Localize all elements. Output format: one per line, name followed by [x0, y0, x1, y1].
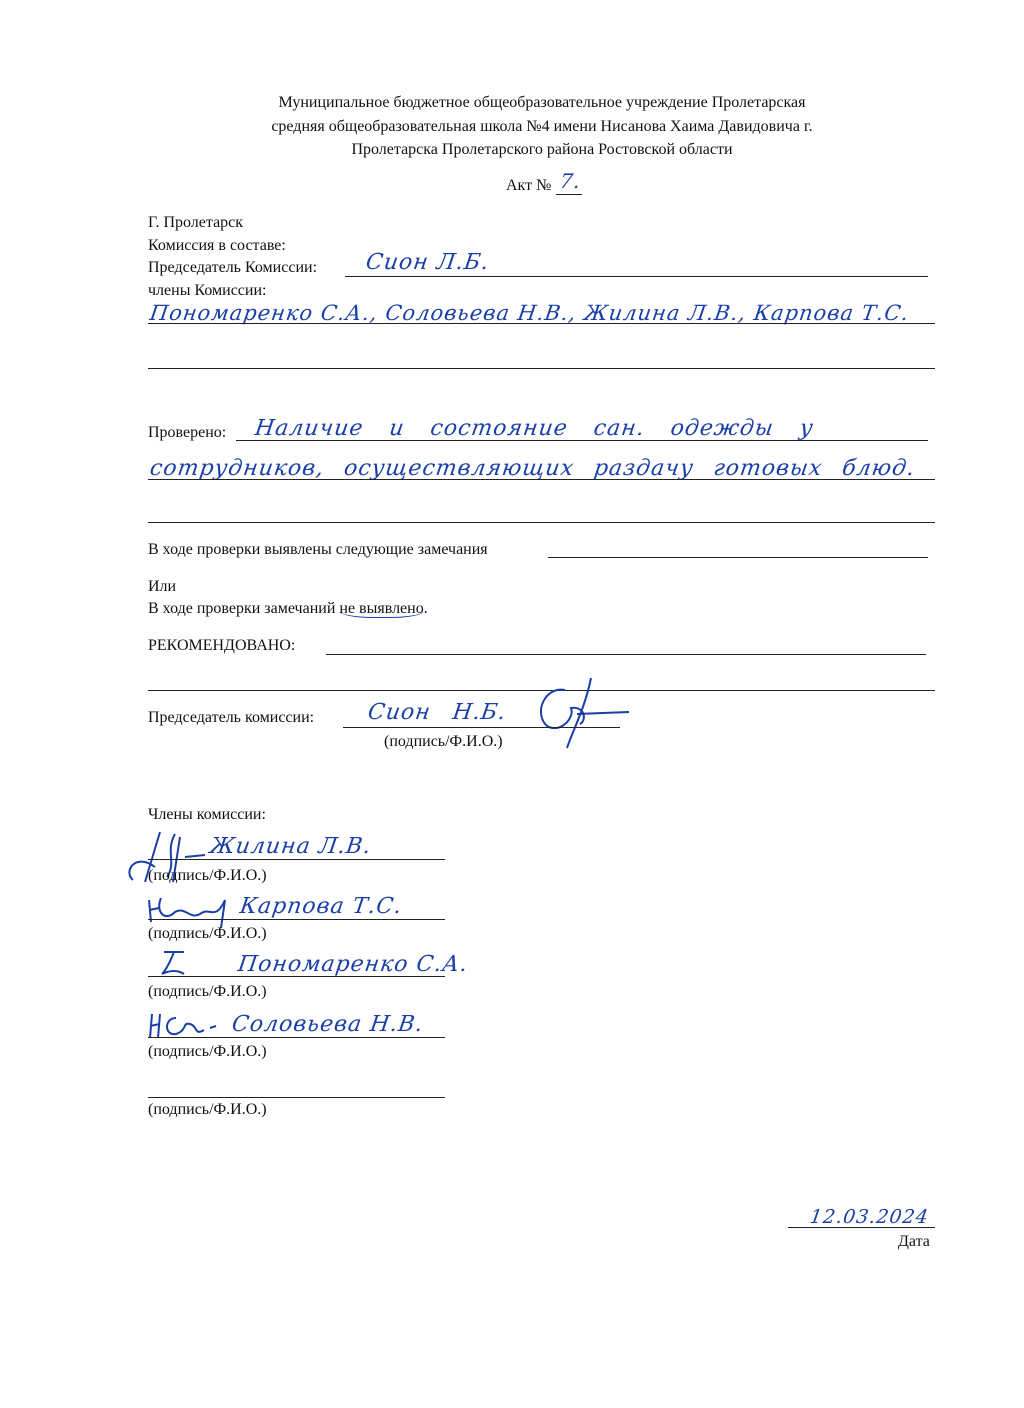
member-4-caption: (подпись/Ф.И.О.): [148, 1043, 267, 1060]
member-4-value: Соловьева Н.В.: [230, 1012, 426, 1037]
date-value: 12.03.2024: [808, 1206, 931, 1228]
checked-value-line-1: Наличие и состояние сан. одежды у: [253, 416, 816, 441]
act-number: 7.: [558, 169, 583, 193]
checked-line-1: [236, 440, 928, 441]
member-1-value: Жилина Л.В.: [208, 834, 374, 859]
member-5-line: [148, 1097, 445, 1098]
member-3-value: Пономаренко С.А.: [236, 952, 470, 977]
chairman-label: Председатель Комиссии:: [148, 259, 318, 276]
chair-signature-value: Сион Н.Б.: [366, 700, 508, 725]
no-remarks-suffix: .: [423, 600, 428, 617]
recommended-line: [326, 654, 926, 655]
header-line-3: Пролетарска Пролетарского района Ростовской области: [351, 141, 733, 158]
city: Г. Пролетарск: [148, 214, 244, 231]
member-3-line: [148, 976, 445, 977]
member-3-scribble: [160, 948, 190, 978]
chairman-value: Сион Л.Б.: [364, 250, 492, 275]
members-line: [148, 323, 935, 324]
header-line-1: Муниципальное бюджетное общеобразовательное учреждение Пролетарская: [278, 94, 806, 111]
member-1-caption: (подпись/Ф.И.О.): [148, 867, 267, 884]
member-2-caption: (подпись/Ф.И.О.): [148, 925, 267, 942]
member-3-caption: (подпись/Ф.И.О.): [148, 983, 267, 1000]
header-line-2: средняя общеобразовательная школа №4 имени Нисанова Хаима Давидовича г.: [271, 118, 813, 135]
checked-line-2: [148, 479, 935, 480]
date-label: Дата: [898, 1233, 930, 1250]
or-label: Или: [148, 578, 177, 595]
member-4-line: [148, 1037, 445, 1038]
commission-label: Комиссия в составе:: [148, 237, 286, 254]
act-label: Акт №: [506, 177, 552, 194]
chair-signature-line: [343, 727, 620, 728]
member-1-line: [148, 859, 445, 860]
members-line-blank: [148, 368, 935, 369]
member-5-caption: (подпись/Ф.И.О.): [148, 1101, 267, 1118]
members-signatures-label: Члены комиссии:: [148, 806, 266, 823]
checked-line-blank: [148, 522, 935, 523]
recommended-label: РЕКОМЕНДОВАНО:: [148, 637, 296, 654]
remarks-line: [548, 557, 928, 558]
date-line: [788, 1227, 935, 1228]
chair-signature-scribble: [525, 668, 635, 750]
chair-signature-caption: (подпись/Ф.И.О.): [384, 733, 503, 750]
no-remarks-prefix: В ходе проверки замечаний: [148, 600, 340, 617]
checked-label: Проверено:: [148, 424, 227, 441]
chair-signature-label: Председатель комиссии:: [148, 709, 315, 726]
chairman-line: [345, 276, 928, 277]
checked-value-line-2: сотрудников, осуществляющих раздачу готовых блюд.: [148, 456, 917, 481]
act-number-line: [556, 194, 582, 195]
member-2-value: Карпова Т.С.: [238, 894, 404, 919]
remarks-label: В ходе проверки выявлены следующие замечания: [148, 541, 488, 558]
no-remarks-underlined: не выявлено: [339, 600, 424, 617]
no-remarks-text: [148, 600, 428, 618]
member-2-line: [148, 919, 445, 920]
members-label: члены Комиссии:: [148, 282, 267, 299]
members-value: Пономаренко С.А., Соловьева Н.В., Жилина Л.В., Карпова Т.С.: [148, 301, 911, 325]
